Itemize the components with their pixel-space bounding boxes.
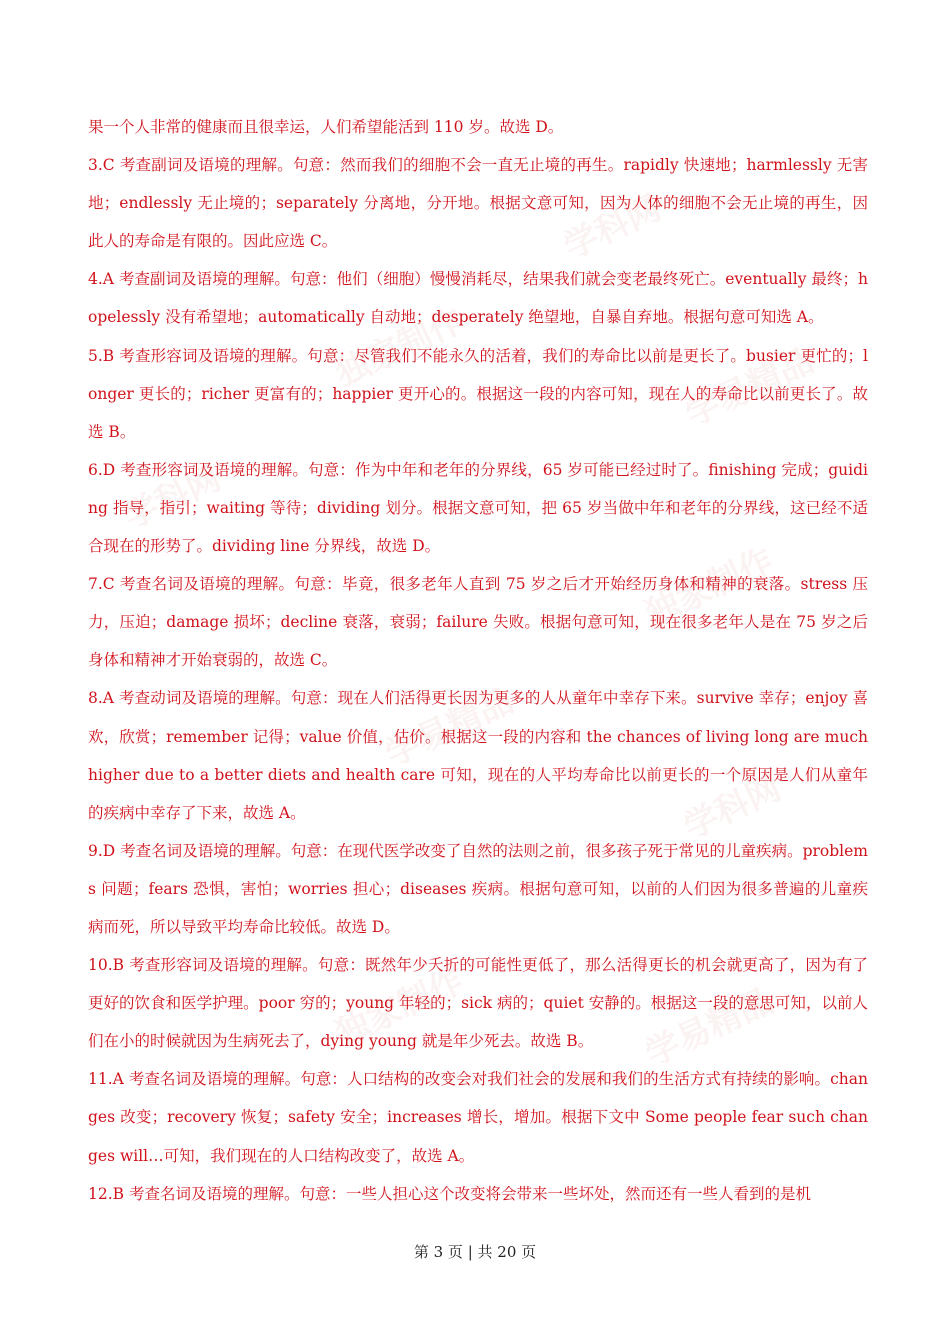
watermark-6: 学易精品 bbox=[379, 680, 520, 775]
watermark-2: 独家制作 bbox=[329, 300, 470, 395]
answer-10: 10.B 考查形容词及语境的理解。句意：既然年少夭折的可能性更低了，那么活得更长的机会就更高了，因为有了更好的饮食和医学护理。poor 穷的；young 年轻的；sick 病的；quiet 安静的。根据这一段的意思可知，以前人们在小的时候就因为生病死去了，dying young 就是年少死去。故选 B。 bbox=[88, 956, 868, 1051]
answer-explanations bbox=[88, 108, 868, 1213]
paragraph-continuation: 果一个人非常的健康而且很幸运，人们希望能活到 110 岁。故选 D。 bbox=[88, 118, 564, 136]
watermark-7: 学科网 bbox=[677, 767, 788, 848]
answer-12: 12.B 考查名词及语境的理解。句意：一些人担心这个改变将会带来一些坏处，然而还有一些人看到的是机 bbox=[88, 1184, 811, 1203]
watermark-8: 独家制作 bbox=[329, 960, 470, 1055]
answer-8: 8.A 考查动词及语境的理解。句意：现在人们活得更长因为更多的人从童年中幸存下来。survive 幸存；enjoy 喜欢，欣赏；remember 记得；value 价值，估价。根据这一段的内容和 the chances of living long are much higher due to a better diets and health care 可知，现在的人平均寿命比以前更长的一个原因是人们从童年的疾病中幸存了下来，故选 A。 bbox=[88, 689, 868, 822]
answer-5: 5.B 考查形容词及语境的理解。句意：尽管我们不能永久的活着，我们的寿命比以前是更长了。busier 更忙的；longer 更长的；richer 更富有的；happier 更开心的。根据这一段的内容可知，现在人的寿命比以前更长了。故选 B。 bbox=[88, 346, 868, 441]
watermark-4: 学科网 bbox=[117, 457, 228, 538]
answer-6: 6.D 考查形容词及语境的理解。句意：作为中年和老年的分界线，65 岁可能已经过时了。finishing 完成；guiding 指导，指引；waiting 等待；dividing 划分。根据文意可知，把 65 岁当做中年和老年的分界线，这已经不适合现在的形势了。dividing line 分界线，故选 D。 bbox=[88, 460, 868, 556]
watermark-9: 学易精品 bbox=[639, 980, 780, 1075]
answer-3: 3.C 考查副词及语境的理解。句意：然而我们的细胞不会一直无止境的再生。rapidly 快速地；harmlessly 无害地；endlessly 无止境的；separately 分离地，分开地。根据文意可知，因为人体的细胞不会无止境的再生，因此人的寿命是有限的。因此应选 C。 bbox=[88, 156, 868, 251]
answer-11: 11.A 考查名词及语境的理解。句意：人口结构的改变会对我们社会的发展和我们的生活方式有持续的影响。changes 改变；recovery 恢复；safety 安全；increases 增长，增加。根据下文中 Some people fear such changes will…可知，我们现在的人口结构改变了，故选 A。 bbox=[88, 1070, 868, 1165]
answer-9: 9.D 考查名词及语境的理解。句意：在现代医学改变了自然的法则之前，很多孩子死于常见的儿童疾病。problems 问题；fears 恐惧，害怕；worries 担心；diseases 疾病。根据句意可知，以前的人们因为很多普遍的儿童疾病而死，所以导致平均寿命比较低。故选 D。 bbox=[88, 841, 868, 936]
watermark-3: 学易精品 bbox=[679, 340, 820, 435]
page-footer: 第 3 页 | 共 20 页 bbox=[413, 1243, 537, 1261]
watermark-1: 学科网 bbox=[557, 187, 668, 268]
answer-7: 7.C 考查名词及语境的理解。句意：毕竟，很多老年人直到 75 岁之后才开始经历身体和精神的衰落。stress 压力，压迫；damage 损坏；decline 衰落，衰弱；failure 失败。根据句意可知，现在很多老年人是在 75 岁之后身体和精神才开始衰弱的，故选 C。 bbox=[88, 575, 868, 670]
watermark-5: 独家制作 bbox=[639, 540, 780, 635]
answer-4: 4.A 考查副词及语境的理解。句意：他们（细胞）慢慢消耗尽，结果我们就会变老最终死亡。eventually 最终；hopelessly 没有希望地；automatically 自动地；desperately 绝望地，自暴自弃地。根据句意可知选 A。 bbox=[88, 270, 868, 327]
